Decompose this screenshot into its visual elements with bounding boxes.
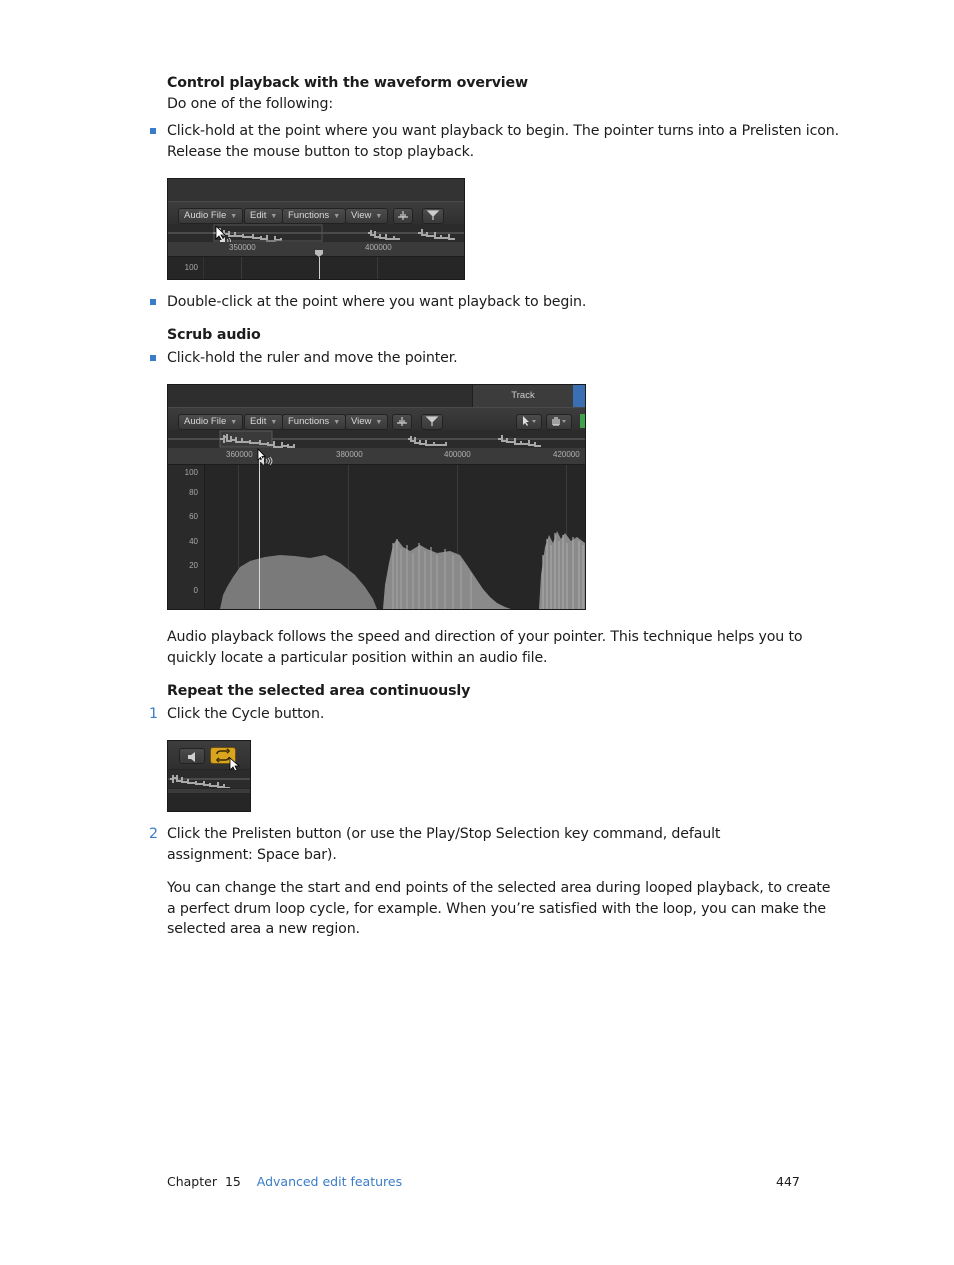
- step-text-continued: assignment: Space bar).: [167, 847, 337, 863]
- y-axis-label: 100: [184, 468, 198, 477]
- bullet-text: Click-hold the ruler and move the pointer.: [167, 350, 458, 366]
- ruler-tick-label: 400000: [444, 450, 471, 459]
- waveform-overview[interactable]: [168, 224, 464, 242]
- playhead-line: [259, 453, 260, 609]
- ruler-tick-label: 420000: [553, 450, 580, 459]
- drag-mode-button[interactable]: [421, 414, 443, 430]
- snap-icon: [396, 415, 408, 427]
- cycle-button-screenshot: [167, 740, 251, 812]
- section-intro: Do one of the following:: [167, 96, 333, 112]
- hand-tool-menu[interactable]: [546, 414, 572, 430]
- edit-menu-label: Edit: [250, 210, 267, 221]
- snap-icon-button[interactable]: [393, 208, 413, 224]
- audio-file-menu[interactable]: [178, 208, 243, 224]
- chevron-down-icon: ▼: [270, 213, 278, 220]
- waveform-overview: [168, 770, 250, 788]
- scrub-pointer-icon: [254, 448, 278, 470]
- functions-menu-label: Functions: [288, 210, 330, 221]
- paragraph-continued: a perfect drum loop cycle, for example. When you’re satisfied with the loop, you can make the: [167, 901, 826, 917]
- grid-line: [203, 257, 204, 279]
- step-text: Click the Cycle button.: [167, 706, 325, 722]
- bullet-marker: [150, 128, 156, 134]
- playhead-line: [319, 257, 320, 279]
- y-axis-label: 100: [184, 263, 198, 272]
- section-heading-waveform-overview: Control playback with the waveform overview: [167, 75, 528, 91]
- bullet-marker: [150, 299, 156, 305]
- view-menu-label: View: [351, 210, 372, 221]
- paragraph-continued: quickly locate a particular position within an audio file.: [167, 650, 548, 666]
- footer-chapter: [167, 1173, 402, 1191]
- title-strip: [168, 179, 464, 201]
- y-axis-label: 80: [189, 488, 198, 497]
- prelisten-button[interactable]: [179, 748, 205, 764]
- chevron-down-icon: ▼: [375, 419, 383, 426]
- scrub-audio-screenshot: [167, 384, 586, 610]
- y-axis-label: 40: [189, 537, 198, 546]
- chevron-down-icon: ▼: [230, 419, 238, 426]
- page-number: 447: [776, 1174, 800, 1189]
- snap-icon: [397, 209, 409, 221]
- ruler-tick-label: 400000: [365, 243, 392, 252]
- ruler-strip: [168, 789, 250, 793]
- footer-chapter-number: 15: [224, 1174, 241, 1189]
- waveform-overview-screenshot: [167, 178, 465, 280]
- y-axis-label: 60: [189, 512, 198, 521]
- audio-file-menu-label: Audio File: [184, 210, 227, 221]
- footer-chapter-link[interactable]: Advanced edit features: [256, 1174, 403, 1189]
- step-text: Click the Prelisten button (or use the Play/Stop Selection key command, default: [167, 826, 721, 842]
- section-heading-repeat-selection: Repeat the selected area continuously: [167, 683, 471, 699]
- audio-file-menu[interactable]: [178, 414, 243, 430]
- grid-line: [377, 257, 378, 279]
- ruler-tick-label: 350000: [229, 243, 256, 252]
- bullet-text: Double-click at the point where you want playback to begin.: [167, 294, 587, 310]
- functions-menu[interactable]: [282, 208, 346, 224]
- audio-file-menu-label: Audio File: [184, 416, 227, 427]
- bullet-marker: [150, 355, 156, 361]
- section-heading-scrub-audio: Scrub audio: [167, 327, 261, 343]
- ruler-tick-label: 380000: [336, 450, 363, 459]
- ruler-tick-label: 360000: [226, 450, 253, 459]
- status-indicator: [580, 414, 585, 428]
- view-menu-label: View: [351, 416, 372, 427]
- hand-icon: [550, 415, 568, 427]
- edit-menu-label: Edit: [250, 416, 267, 427]
- view-menu[interactable]: [345, 208, 388, 224]
- time-ruler[interactable]: [168, 242, 464, 257]
- bullet-text-continued: Release the mouse button to stop playback.: [167, 144, 475, 160]
- bullet-text: Click-hold at the point where you want playback to begin. The pointer turns into a Prelisten icon.: [167, 123, 839, 139]
- paragraph-continued: selected area a new region.: [167, 921, 360, 937]
- transport-toolbar: [168, 741, 250, 769]
- tab-track-label: Track: [511, 390, 535, 401]
- step-number: 1: [149, 706, 159, 722]
- edit-menu[interactable]: [244, 414, 283, 430]
- chevron-down-icon: ▼: [333, 213, 341, 220]
- title-strip: [168, 385, 585, 407]
- view-menu[interactable]: [345, 414, 388, 430]
- step-number: 2: [149, 826, 159, 842]
- tab-track[interactable]: [472, 385, 574, 407]
- snap-icon-button[interactable]: [392, 414, 412, 430]
- chevron-down-icon: ▼: [375, 213, 383, 220]
- audio-waveform[interactable]: [205, 525, 585, 609]
- arrow-pointer-icon: [520, 415, 538, 427]
- chevron-down-icon: ▼: [333, 419, 341, 426]
- grid-line: [241, 257, 242, 279]
- footer-chapter-label: Chapter: [167, 1174, 217, 1189]
- funnel-icon: [426, 209, 440, 221]
- drag-mode-button[interactable]: [422, 208, 444, 224]
- waveform-overview[interactable]: [168, 430, 585, 448]
- funnel-icon: [425, 415, 439, 427]
- edit-menu[interactable]: [244, 208, 283, 224]
- functions-menu-label: Functions: [288, 416, 330, 427]
- chevron-down-icon: ▼: [270, 419, 278, 426]
- y-axis-label: 0: [193, 586, 198, 595]
- accent-strip: [573, 385, 585, 407]
- paragraph: Audio playback follows the speed and direction of your pointer. This technique helps you to: [167, 629, 803, 645]
- editor-toolbar: [168, 201, 464, 224]
- editor-toolbar: [168, 407, 585, 430]
- pointer-tool-menu[interactable]: [516, 414, 542, 430]
- chevron-down-icon: ▼: [230, 213, 238, 220]
- speaker-icon: [180, 750, 204, 764]
- y-axis-label: 20: [189, 561, 198, 570]
- functions-menu[interactable]: [282, 414, 346, 430]
- time-ruler[interactable]: [168, 448, 585, 465]
- paragraph: You can change the start and end points of the selected area during looped playback, to create: [167, 880, 831, 896]
